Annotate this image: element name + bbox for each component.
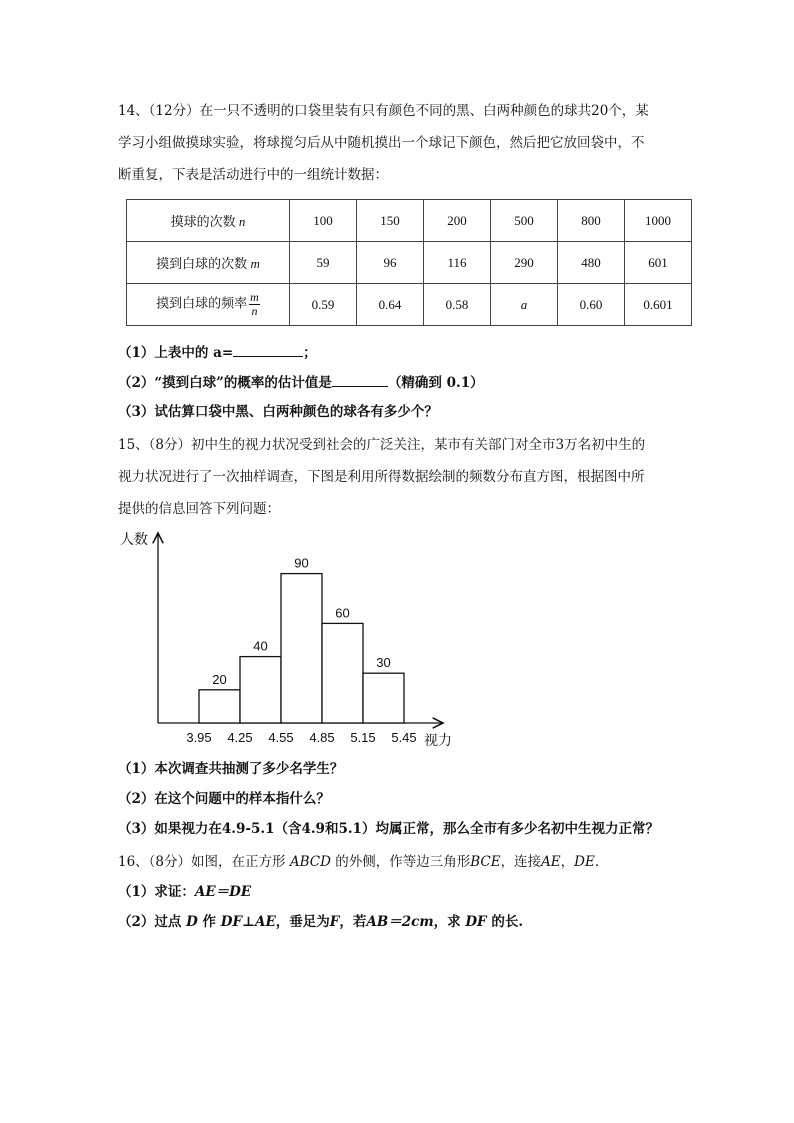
table-cell: 100: [290, 200, 357, 242]
q16-sub-2: （2）过点 D 作 DF⊥AE，垂足为F，若AB＝2cm，求 DF 的长.: [118, 914, 524, 930]
q16-sub-1: （1）求证：AE＝DE: [118, 884, 252, 900]
table-cell: 0.59: [290, 284, 357, 326]
table-cell: 0.64: [357, 284, 424, 326]
table-cell: 96: [357, 242, 424, 284]
table-cell: 480: [558, 242, 625, 284]
histogram-bar: [199, 690, 240, 723]
q15-sub-2: （2）在这个问题中的样本指什么？: [118, 791, 330, 807]
table-cell: 0.58: [424, 284, 491, 326]
table-row: [127, 200, 692, 242]
table-row: [127, 284, 692, 326]
x-tick-label: 5.15: [350, 730, 376, 745]
table-cell: 0.60: [558, 284, 625, 326]
bar-value-label: 90: [294, 555, 309, 571]
q15-sub-3: （3）如果视力在4.9-5.1（含4.9和5.1）均属正常，那么全市有多少名初中生视力正常？: [118, 821, 659, 837]
table-cell: 59: [290, 242, 357, 284]
x-tick-label: 3.95: [186, 730, 212, 745]
q15-line-3: 提供的信息回答下列问题：: [118, 501, 280, 517]
x-tick-label: 4.25: [227, 730, 253, 745]
q14-line-2: 学习小组做摸球实验，将球搅匀后从中随机摸出一个球记下颜色，然后把它放回袋中，不: [118, 135, 645, 151]
fraction-m-over-n: $\frac{m}{n}$: [250, 290, 259, 318]
table-cell: 150: [357, 200, 424, 242]
x-tick-label: 4.55: [268, 730, 294, 745]
bar-value-label: 20: [212, 671, 227, 687]
histogram-bar: [363, 673, 404, 723]
q15-line-2: 视力状况进行了一次抽样调查，下图是利用所得数据绘制的频数分布直方图，根据图中所: [118, 469, 645, 485]
histogram-bar: [281, 574, 322, 723]
q15-sub-1: （1）本次调查共抽测了多少名学生？: [118, 761, 344, 777]
x-axis-label: 视力: [424, 732, 452, 748]
row-header-frequency: 摸到白球的频率 $\frac{m}{n}$: [127, 284, 290, 326]
stats-table: [126, 199, 692, 326]
answer-blank[interactable]: [332, 372, 388, 387]
q14-sub-2: （2）“摸到白球”的概率的估计值是 （精确到 0.1）: [118, 372, 484, 393]
x-tick-label: 5.45: [391, 730, 417, 745]
table-cell-unknown-a: a: [491, 284, 558, 326]
table-cell: 290: [491, 242, 558, 284]
table-cell: 601: [625, 242, 692, 284]
y-axis-label: 人数: [120, 531, 148, 547]
table-cell: 1000: [625, 200, 692, 242]
bar-value-label: 60: [335, 605, 350, 621]
table-cell: 500: [491, 200, 558, 242]
row-header-draws: 摸球的次数 n: [127, 200, 290, 242]
table-cell: 200: [424, 200, 491, 242]
table-row: [127, 242, 692, 284]
vision-histogram: [115, 527, 460, 752]
q14-sub-3: （3）试估算口袋中黑、白两种颜色的球各有多少个？: [118, 404, 438, 420]
q15-line-1: 15、（8分）初中生的视力状况受到社会的广泛关注，某市有关部门对全市3万名初中生的: [118, 437, 646, 453]
x-tick-label: 4.85: [309, 730, 335, 745]
table-cell: 116: [424, 242, 491, 284]
row-header-white-count: 摸到白球的次数 m: [127, 242, 290, 284]
histogram-bar: [240, 657, 281, 723]
table-cell: 800: [558, 200, 625, 242]
histogram-bar: [322, 623, 363, 723]
bar-value-label: 30: [376, 655, 391, 671]
bar-value-label: 40: [253, 638, 268, 654]
table-cell: 0.601: [625, 284, 692, 326]
q14-line-3: 断重复，下表是活动进行中的一组统计数据：: [118, 167, 388, 183]
q14-line-1: 14、（12分）在一只不透明的口袋里装有只有颜色不同的黑、白两种颜色的球共20个，某: [118, 103, 649, 119]
q14-sub-1: （1）上表中的 a= ；: [118, 342, 317, 363]
q16-line-1: 16、（8分）如图，在正方形 ABCD 的外侧，作等边三角形BCE，连接AE，DE．: [118, 854, 609, 870]
answer-blank[interactable]: [233, 342, 303, 357]
